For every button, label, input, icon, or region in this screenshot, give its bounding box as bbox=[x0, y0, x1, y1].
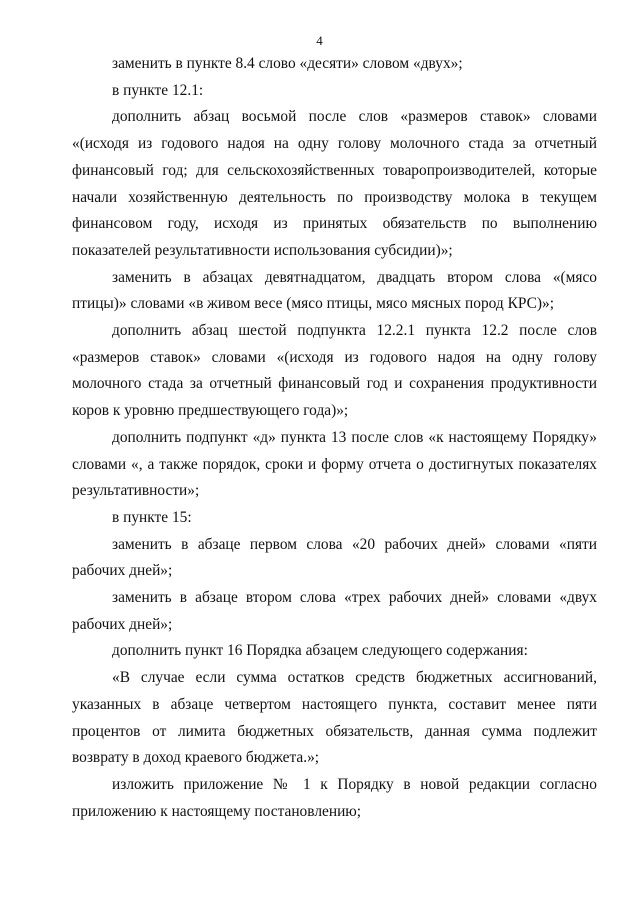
paragraph: в пункте 15: bbox=[112, 508, 192, 526]
paragraph: дополнить пункт 16 Порядка абзацем следующего содержания: bbox=[112, 642, 528, 660]
paragraph: «В случае если сумма остатков средств бюджетных ассигнований, указанных в абзаце четвертом настоящего пункта, составит менее пяти процентов от лимита бюджетных обязательств, данная сумма подлежит возврату в доход краевого бюджета.»; bbox=[72, 669, 597, 767]
paragraph: изложить приложение № 1 к Порядку в новой редакции согласно приложению к настоящему постановлению; bbox=[72, 775, 597, 820]
paragraph: заменить в абзаце втором слова «трех рабочих дней» словами «двух рабочих дней»; bbox=[72, 589, 597, 633]
paragraph: дополнить абзац восьмой после слов «размеров ставок» словами «(исходя из годового надоя на одну голову молочного стада за отчетный финансовый год; для сельскохозяйственных товаропроизводителей, которые начали хозяйственную деятельность по производству молока в текущем финансовом году, исходя из принятых обязательств по выполнению показателей результативности использования субсидии)»; bbox=[72, 108, 597, 259]
paragraph: дополнить подпункт «д» пункта 13 после слов «к настоящему Порядку» словами «, а также порядок, сроки и форму отчета о достигнутых показателях результативности»; bbox=[72, 428, 597, 500]
paragraph: дополнить абзац шестой подпункта 12.2.1 пункта 12.2 после слов «размеров ставок» словами «(исходя из годового надоя на одну голову молочного стада за отчетный финансовый год и сохранения продуктивности коров к уровню предшествующего года)»; bbox=[72, 322, 597, 420]
document-body bbox=[72, 51, 597, 825]
paragraph: в пункте 12.1: bbox=[112, 81, 204, 99]
paragraph: заменить в абзацах девятнадцатом, двадцать втором слова «(мясо птицы)» словами «в живом весе (мясо птицы, мясо мясных пород КРС)»; bbox=[72, 268, 597, 313]
paragraph: заменить в пункте 8.4 слово «десяти» словом «двух»; bbox=[112, 55, 463, 72]
paragraph: заменить в абзаце первом слова «20 рабочих дней» словами «пяти рабочих дней»; bbox=[72, 535, 597, 580]
page-number: 4 bbox=[316, 33, 323, 48]
